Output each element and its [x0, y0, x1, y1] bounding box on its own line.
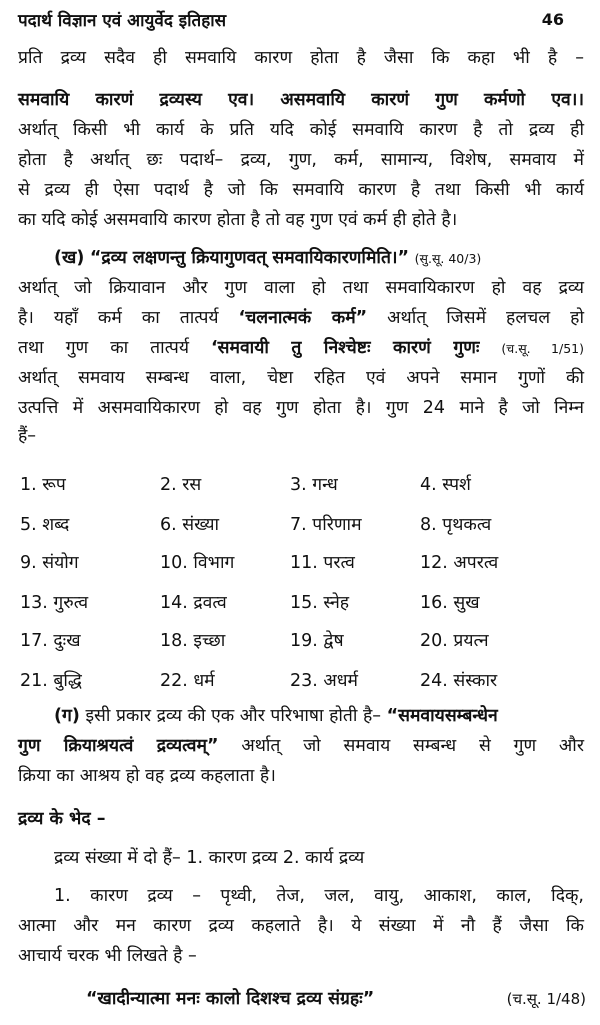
ga-line-2-term: गुण क्रियाश्रयत्वं द्रव्यत्वम्” [18, 736, 219, 756]
intro-line-5: से द्रव्य ही ऐसा पदार्थ है जो कि समवायि कारण है तथा किसी भी कार्य [18, 180, 584, 200]
page-number: 46 [541, 10, 564, 29]
kha-reference: (सु.सू. 40/3) [414, 251, 482, 266]
kha-line-3-text-c: अर्थात् जिसमें हलचल हो [387, 308, 584, 328]
running-title: पदार्थ विज्ञान एवं आयुर्वेद इतिहास [18, 11, 227, 31]
guna-item: 2. रस [160, 475, 202, 495]
ga-line-3: क्रिया का आश्रय हो वह द्रव्य कहलाता है। [18, 766, 276, 786]
guna-item: 24. संस्कार [420, 671, 498, 691]
guna-item: 1. रूप [20, 475, 66, 495]
charaka-quote: “खादीन्यात्मा मनः कालो दिशश्च द्रव्य संग्रहः” [86, 989, 375, 1009]
guna-item: 9. संयोग [20, 553, 79, 573]
guna-item: 3. गन्ध [290, 475, 338, 495]
guna-item: 6. संख्या [160, 515, 220, 535]
guna-item: 13. गुरुत्व [20, 593, 89, 613]
guna-item: 12. अपरत्व [420, 553, 499, 573]
intro-line-6: का यदि कोई असमवायि कारण होता है तो वह गुण एवं कर्म ही होते है। [18, 210, 458, 230]
kha-line-4-term: ‘समवायी तु निश्चेष्टः कारणं गुणः [211, 338, 480, 358]
kha-line-7: हैं– [18, 426, 37, 446]
ga-marker: (ग) [54, 706, 80, 726]
intro-sutra: समवायि कारणं द्रव्यस्य एव। असमवायि कारणं गुण कर्मणो एव।। [18, 90, 584, 110]
kha-quote: “द्रव्य लक्षणन्तु क्रियागुणवत् समवायिकारणमिति।” [89, 248, 410, 268]
charaka-reference: (च.सू. 1/48) [506, 990, 586, 1008]
kha-marker: (ख) [54, 248, 85, 268]
guna-item: 15. स्नेह [290, 593, 350, 613]
types-line-1: द्रव्य संख्या में दो हैं– 1. कारण द्रव्य 2. कार्य द्रव्य [54, 848, 365, 868]
guna-item: 18. इच्छा [160, 631, 226, 651]
guna-item: 5. शब्द [20, 515, 70, 535]
kha-line-3-term: ‘चलनात्मकं कर्म” [238, 308, 368, 328]
intro-line-1: प्रति द्रव्य सदैव ही समवायि कारण होता है जैसा कि कहा भी है – [18, 48, 584, 68]
guna-item: 16. सुख [420, 593, 480, 613]
kha-line-5: अर्थात् समवाय सम्बन्ध वाला, चेष्टा रहित एवं अपने समान गुणों की [18, 368, 584, 388]
guna-item: 4. स्पर्श [420, 475, 471, 495]
ga-line-1 [54, 702, 584, 730]
kha-line-1 [54, 244, 584, 273]
ga-line-2-text: अर्थात् जो समवाय सम्बन्ध से गुण और [241, 736, 584, 756]
kha-line-2: अर्थात् जो क्रियावान और गुण वाला हो तथा समवायिकारण हो वह द्रव्य [18, 278, 584, 298]
ga-line-2 [18, 732, 584, 760]
types-line-4: आचार्य चरक भी लिखते है – [18, 946, 197, 966]
types-line-2: 1. कारण द्रव्य – पृथ्वी, तेज, जल, वायु, आकाश, काल, दिक्, [54, 886, 584, 906]
kha-line-4 [18, 334, 584, 363]
guna-item: 8. पृथकत्व [420, 515, 492, 535]
ga-line-1-term: “समवायसम्बन्धेन [386, 706, 498, 726]
kha-line-3 [18, 304, 584, 332]
kha-line-4-text-a: तथा गुण का तात्पर्य [18, 338, 189, 358]
ga-line-1-text: इसी प्रकार द्रव्य की एक और परिभाषा होती है– [85, 706, 382, 726]
guna-item: 21. बुद्धि [20, 671, 82, 691]
guna-item: 14. द्रवत्व [160, 593, 227, 613]
guna-item: 7. परिणाम [290, 515, 362, 535]
intro-line-4: होता है अर्थात् छः पदार्थ– द्रव्य, गुण, कर्म, सामान्य, विशेष, समवाय में [18, 150, 584, 170]
intro-line-3: अर्थात् किसी भी कार्य के प्रति यदि कोई समवायि कारण है तो द्रव्य ही [18, 120, 584, 140]
page-header [18, 8, 578, 36]
guna-item: 23. अधर्म [290, 671, 358, 691]
guna-item: 19. द्वेष [290, 631, 344, 651]
types-line-3: आत्मा और मन कारण द्रव्य कहलाते है। ये संख्या में नौ हैं जैसा कि [18, 916, 584, 936]
guna-item: 11. परत्व [290, 553, 355, 573]
kha-line-3-text-a: है। यहाँ कर्म का तात्पर्य [18, 308, 219, 328]
kha-line-4-reference: (च.सू. 1/51) [501, 341, 584, 356]
guna-item: 10. विभाग [160, 553, 235, 573]
kha-line-6: उत्पत्ति में असमवायिकारण हो वह गुण होता है। गुण 24 माने है जो निम्न [18, 398, 584, 418]
guna-item: 20. प्रयत्न [420, 631, 489, 651]
guna-item: 17. दुःख [20, 631, 81, 651]
guna-item: 22. धर्म [160, 671, 215, 691]
section-heading: द्रव्य के भेद – [18, 809, 106, 829]
